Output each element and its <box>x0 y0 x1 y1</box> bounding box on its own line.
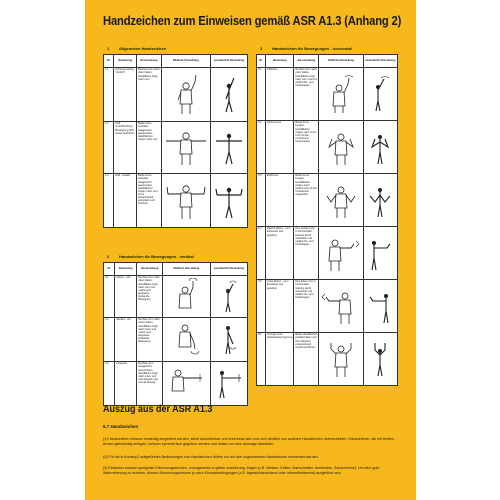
table-row <box>257 332 398 385</box>
row-beschreibung: Beide Arme seitwärts waagerecht ausstrecken, Handflächen zeigen nach vorn <box>137 121 162 173</box>
worker-arm-wave-icon <box>325 74 357 114</box>
row-nr: 2.3 <box>104 361 115 405</box>
worker-left-icon <box>321 286 361 326</box>
stick-come-here-icon <box>367 128 393 166</box>
worker-distance-icon <box>323 339 359 379</box>
excerpt-paragraph-3: (3) Einweiser müssen geeignete Erkennungszeichen, vorzugsweise in gelber Ausführung, tragen (z.B. Westen, Kellen, Manschetten, Armbinden, Schutzhelme). Um eine gute Wahrnehmung zu erzielen, können Erkennungszeichen je nach Einsatzbedingungen (z.B. tageslichtleuchtend oder retroreflektierend) ausgeführt sein. <box>103 466 380 475</box>
excerpt-subtitle: 5.7 Handzeichen <box>103 424 139 429</box>
row-simplified <box>363 226 397 279</box>
section-3-title: Handzeichen für Bewegungen - horizontal <box>272 46 352 51</box>
row-bedeutung: Herkommen <box>266 120 294 173</box>
row-pictogram <box>163 361 210 405</box>
header-bedeutung: Bedeutung <box>266 55 294 68</box>
row-nr: 1.3 <box>104 173 114 227</box>
row-bedeutung: Halt - Gefahr <box>114 173 137 227</box>
row-pictogram <box>163 317 210 361</box>
row-simplified <box>210 173 247 227</box>
table-row <box>257 120 398 173</box>
section-2-number: 2 <box>107 254 110 259</box>
table-header-row <box>257 55 398 68</box>
row-bedeutung: Langsam <box>115 361 137 405</box>
table-header-row <box>104 263 248 276</box>
worker-arm-slow-icon <box>166 365 206 401</box>
row-bedeutung: Senken - Ab <box>115 317 137 361</box>
stick-right-icon <box>365 234 395 272</box>
row-nr: 3.3 <box>257 173 266 226</box>
row-beschreibung: Den rechten Arm in horizontaler Haltung leicht anwinkeln und seitlich hin- und herbewegen <box>294 226 319 279</box>
row-bedeutung: Halt Unterbrechung Bewegung nicht weiter ausführen <box>114 121 137 173</box>
header-bedeutung: Bedeutung <box>114 55 137 68</box>
stick-arm-wave-icon <box>368 75 392 113</box>
excerpt-paragraph-2: (2) Für die in Anhang 2 aufgeführten Bedeutungen von Handzeichen dürfen nur die dort zugeordneten Handzeichen verwendet werden. <box>103 455 319 459</box>
worker-move-away-icon <box>323 180 359 220</box>
worker-right-icon <box>321 233 361 273</box>
row-nr: 3.6 <box>257 332 266 385</box>
stick-arm-up-icon <box>217 74 241 114</box>
row-nr: 1.1 <box>104 67 114 121</box>
header-beschreibung: Beschreibung <box>294 55 319 68</box>
header-bildliche: Bildliche Darstellung <box>161 55 210 68</box>
row-bedeutung: Achtung Anfang Vorsicht <box>114 67 137 121</box>
row-nr: 3.4 <box>257 226 266 279</box>
stick-hand-down-icon <box>218 322 240 356</box>
header-nr: Nr. <box>104 263 115 276</box>
row-simplified <box>363 67 397 120</box>
row-beschreibung: Beide Arme beugen, Handflächen zeigen nach außen und mit den Unterarmen wegwinken <box>294 173 319 226</box>
row-bedeutung: Entfernen <box>266 173 294 226</box>
stick-left-icon <box>365 287 395 325</box>
row-beschreibung: Beide Arme beugen, Handflächen zeigen nach innen und mit den Unterarmen heranwinken <box>294 120 319 173</box>
table-row <box>257 279 398 332</box>
header-beschreibung: Beschreibung <box>137 263 163 276</box>
row-pictogram <box>161 67 210 121</box>
header-vereinfacht: vereinfachte Darstellung <box>363 55 397 68</box>
row-nr: 1.2 <box>104 121 114 173</box>
section-3-heading <box>260 46 352 51</box>
row-nr: 3.5 <box>257 279 266 332</box>
row-beschreibung: Rechten Arm waagerecht ausstrecken, Handfläche zeigt nach unten und wird langsam auf und ab bewegt <box>137 361 163 405</box>
row-pictogram <box>161 121 210 173</box>
row-pictogram <box>163 275 210 317</box>
worker-arm-up-icon <box>169 72 203 116</box>
worker-arms-horizontal-icon <box>163 127 209 167</box>
row-nr: 2.1 <box>104 275 115 317</box>
row-pictogram <box>319 279 363 332</box>
row-pictogram <box>161 173 210 227</box>
table-row <box>104 173 248 227</box>
section-1-title: Allgemeine Handzeichen <box>119 46 167 51</box>
row-simplified <box>363 173 397 226</box>
header-bildliche: Bildliche Darstellung <box>319 55 363 68</box>
header-bedeutung: Bedeutung <box>115 263 137 276</box>
excerpt-paragraph-1: (1) Handzeichen müssen eindeutig eingesetzt werden, leicht durchführbar und erkennbar sein und sich deutlich von anderen Handzeichen unterscheiden. Handzeichen, die mit beiden Armen gleichzeitig erfolgen, müssen symmetrisch gegeben werden und dürfen nur eine Aussage darstellen. <box>103 437 394 446</box>
header-bildliche: Bildliche Darstellung <box>163 263 210 276</box>
row-nr: 3.2 <box>257 120 266 173</box>
row-pictogram <box>319 332 363 385</box>
table-row <box>257 173 398 226</box>
row-beschreibung: Rechten Arm nach oben halten, Handfläche zeigt nach vorn <box>137 67 162 121</box>
table-row <box>257 226 398 279</box>
row-simplified <box>363 332 397 385</box>
row-bedeutung: Anzeige einer Abstandsverringerung <box>266 332 294 385</box>
section-1-number: 1 <box>107 46 110 51</box>
stick-arms-waving-icon <box>213 180 245 220</box>
excerpt-title: Auszug aus der ASR A1.3 <box>103 404 213 415</box>
section-2-heading <box>107 254 194 259</box>
row-beschreibung: Beide Arme seitwärts waagerecht ausstrecken, Handflächen zeigen nach vorn; Arme abwechselnd anwinkeln und strecken <box>137 173 162 227</box>
worker-come-here-icon <box>323 127 359 167</box>
worker-arms-waving-icon <box>163 179 209 221</box>
section-2-title: Handzeichen für Bewegungen - vertikal <box>119 254 194 259</box>
table-row <box>104 317 248 361</box>
row-beschreibung: Rechten Arm nach oben halten, Handfläche zeigt nach vorn und Arm seitlich hin- und herbewegen <box>294 67 319 120</box>
row-beschreibung: Beide Handflächen parallel halten und dem Abstand entsprechend zusammenführen <box>294 332 319 385</box>
section-2-table <box>103 262 248 406</box>
row-simplified <box>210 121 247 173</box>
stick-move-away-icon <box>367 181 393 219</box>
row-pictogram <box>319 226 363 279</box>
section-3-table <box>256 54 398 386</box>
table-row <box>257 67 398 120</box>
row-beschreibung: Rechten Arm nach unten halten, Handfläche zeigt nach innen und macht eine langsame kreisende Bewegung <box>137 317 163 361</box>
stick-distance-icon <box>367 340 393 378</box>
stick-arms-horizontal-icon <box>213 128 245 166</box>
row-beschreibung: Den linken Arm in horizontaler Haltung leicht anwinkeln und seitlich hin- und herbewegen <box>294 279 319 332</box>
row-pictogram <box>319 173 363 226</box>
page-title: Handzeichen zum Einweisen gemäß ASR A1.3 (Anhang 2) <box>103 14 402 28</box>
poster <box>85 0 416 500</box>
header-nr: Nr. <box>257 55 266 68</box>
section-1-table <box>103 54 248 228</box>
header-vereinfacht: vereinfachte Darstellung <box>210 263 247 276</box>
row-simplified <box>210 361 247 405</box>
table-row <box>104 121 248 173</box>
row-simplified <box>210 67 247 121</box>
row-bedeutung: Links fahren - vom Einweiser aus gesehen <box>266 279 294 332</box>
row-beschreibung: Rechten Arm nach oben halten, Handfläche zeigt nach vorn und macht eine langsame kreisende Bewegung <box>137 275 163 317</box>
worker-hand-up-icon <box>171 278 201 314</box>
worker-hand-down-icon <box>171 321 201 357</box>
row-simplified <box>363 120 397 173</box>
row-pictogram <box>319 120 363 173</box>
table-row <box>104 361 248 405</box>
row-nr: 2.2 <box>104 317 115 361</box>
row-bedeutung: Abfahren <box>266 67 294 120</box>
header-beschreibung: Beschreibung <box>137 55 162 68</box>
row-bedeutung: Rechts fahren - vom Einweiser aus gesehen <box>266 226 294 279</box>
stick-hand-up-icon <box>218 279 240 313</box>
table-row <box>104 67 248 121</box>
header-vereinfacht: vereinfachte Darstellung <box>210 55 247 68</box>
section-3-number: 3 <box>260 46 263 51</box>
row-simplified <box>210 317 247 361</box>
row-simplified <box>210 275 247 317</box>
table-header-row <box>104 55 248 68</box>
row-simplified <box>363 279 397 332</box>
row-bedeutung: Heben - Auf <box>115 275 137 317</box>
header-nr: Nr. <box>104 55 114 68</box>
row-nr: 3.1 <box>257 67 266 120</box>
table-row <box>104 275 248 317</box>
row-pictogram <box>319 67 363 120</box>
section-1-heading <box>107 46 166 51</box>
stick-arm-slow-icon <box>214 366 244 400</box>
